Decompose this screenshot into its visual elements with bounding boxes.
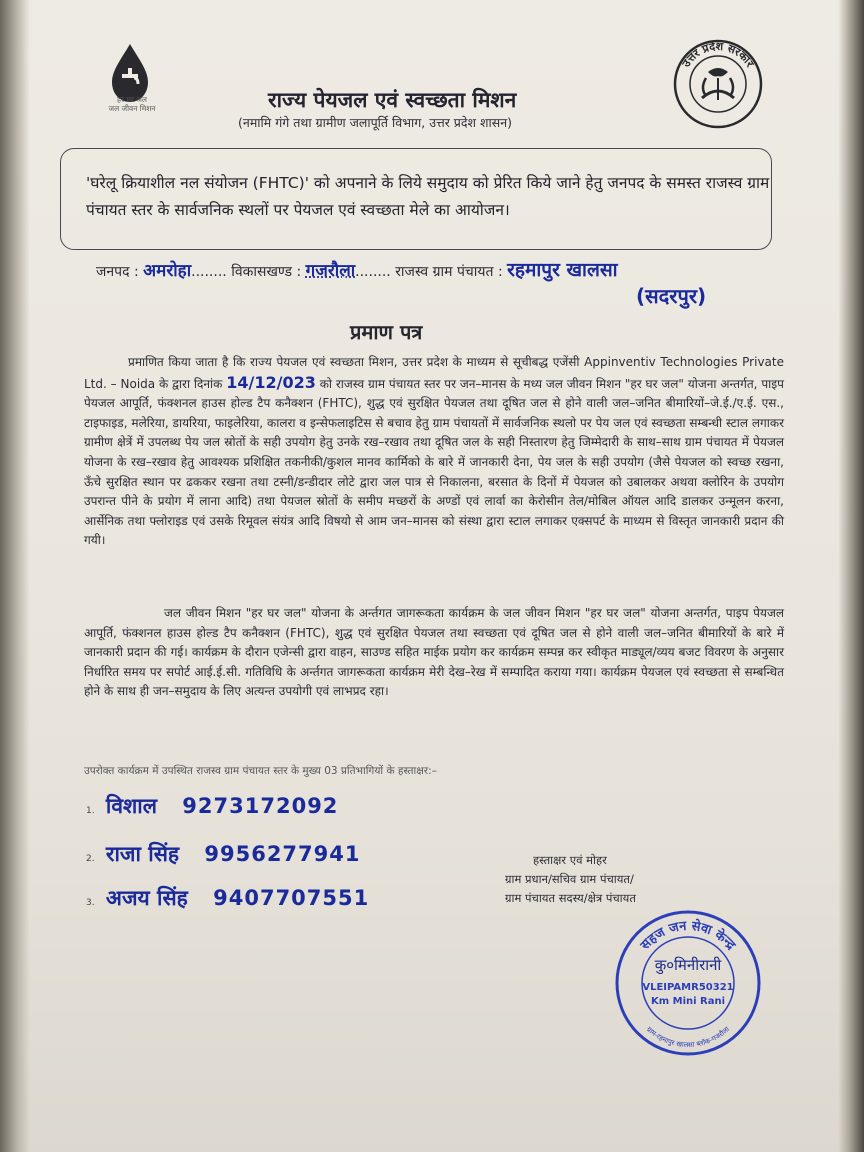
panchayat-value: रहमापुर खालसा [507,259,618,281]
participant-name: विशाल [105,794,157,818]
participant-signature-1: 1. विशाल 9273172092 [86,794,339,818]
notice-text: 'घरेलू क्रियाशील नल संयोजन (FHTC)' को अपनाने के लिये समुदाय को प्रेरित किये जाने हेतु जनपद के समस्त राजस्व ग्राम पंचायत स्तर के सार्वजनिक स्थलों पर पेयजल एवं स्वच्छता मेले का आयोजन। [86,174,770,219]
emblem-text: उत्तर प्रदेश सरकार [679,39,757,70]
certificate-heading: प्रमाण पत्र [350,320,423,344]
official-signature-block: हस्ताक्षर एवं मोहर ग्राम प्रधान/सचिव ग्राम पंचायत/ ग्राम पंचायत सदस्य/क्षेत्र पंचायत [505,853,636,905]
left-logo-caption: हर घर जल जल जीवन मिशन [108,95,156,113]
panchayat-label: राजस्व ग्राम पंचायत : [395,264,503,280]
location-fields: जनपद : अमरोहा........ विकासखण्ड : गजरौला........ राजस्व ग्राम पंचायत : रहमापुर खालसा [96,259,618,281]
district-label: जनपद : [96,264,139,280]
stamp-id: VLEIPAMR50321 [642,982,734,993]
participant-signature-3: 3. अजय सिंह 9407707551 [86,886,370,910]
participant-name: राजा सिंह [105,842,180,866]
stamp-bottom-text: ग्राम-रहमापुर खालसा ब्लॉक-गजरौला [644,1025,732,1050]
participant-phone: 9273172092 [182,794,339,818]
signatures-intro: उपरोक्त कार्यक्रम में उपस्थित राजस्व ग्राम पंचायत स्तर के मुख्य 03 प्रतिभागियों के हस्ताक्षर:– [84,765,437,777]
block-label: विकासखण्ड : [231,264,302,280]
certificate-paragraph-1: प्रमाणित किया जाता है कि राज्य पेयजल एवं स्वच्छता मिशन, उत्तर प्रदेश के माध्यम से सूचीबद्ध एजेंसी Appinventiv Technologies Private Ltd. – Noida के द्वारा दिनांक 14/12/023 को राजस्व ग्राम पंचायत स्तर पर जन–मानस के मध्य जल जीवन मिशन "हर घर जल" योजना अन्तर्गत, पाइप पेयजल आपूर्ति, फंक्शनल हाउस होल्ड टैप कनैक्शन (FHTC), शुद्ध एवं सुरक्षित पेयजल तथा दूषित जल से होने वाली जल–जनित बीमारियों–जे.ई./ए.ई. एस., टाइफाइड, मलेरिया, डायरिया, फाइलेरिया, कालरा व इन्सेफलाइटिस से बचाव हेतु ग्राम पंचायतों में सार्वजनिक स्थलो पर पेय जल एवं स्वच्छता सम्बन्धी स्टाल लगाकर ग्रामीण क्षेत्रें में उपलब्ध पेय जल स्रोतों के सही उपयोग हेतु उनके रख–रखाव तथा दूषित जल के सही निस्तारण हेतु जिम्मेदारी के साथ–साथ ग्राम पंचायत में पेयजल योजना के रख–रखाव हेतु आवश्यक प्रशिक्षित तकनीकी/कुशल मानव कार्मिको के बारे में जानकारी देना, पेय जल के सही उपयोग (जैसे पेयजल को स्वच्छ रखना, ऊँचे सुरक्षित स्थान पर ढककर रखना तथा टस्नी/डन्डीदार लोटे द्वारा जल पात्र से निकालना, बरसात के दिनों में पेयजल को उबालकर अथवा क्लोरिन के उपयोग उपरान्त पीने के प्रयोग में लाना आदि) तथा पेयजल स्रोतों के समीप मच्छरों के अण्डों एवं लार्वा का केरोसीन तेल/मोबिल ऑयल आदि डालकर उन्मूलन करना, आर्सेनिक तथा फ्लोराइड एवं उसके रिमूवल संयंत्र आदि विषयो से आम जन–मानस को संस्था द्वारा स्टाल लगाकर एक्सपर्ट के माध्यम से विस्तृत जानकारी प्रदान की गयी। [84,355,784,548]
official-stamp [613,908,763,1058]
participant-phone: 9407707551 [213,886,370,910]
page-subtitle: (नमामि गंगे तथा ग्रामीण जलापूर्ति विभाग, उत्तर प्रदेश शासन) [238,115,513,130]
event-date: 14/12/023 [226,372,316,392]
stamp-name: Km Mini Rani [650,996,726,1007]
panchayat-value-secondary: (सदरपुर) [636,284,707,308]
district-value: अमरोहा [143,261,192,281]
svg-text:उत्तर प्रदेश सरकार [679,39,757,70]
page-title: राज्य पेयजल एवं स्वच्छता मिशन [268,88,517,112]
up-government-emblem-icon [672,38,764,130]
participant-phone: 9956277941 [204,842,361,866]
stamp-signature: कु०मिनीरानी [654,956,722,974]
block-value: गजरौला [305,261,356,281]
participant-signature-2: 2. राजा सिंह 9956277941 [86,842,361,866]
certificate-paragraph-2: जल जीवन मिशन "हर घर जल" योजना के अर्न्तगत जागरूकता कार्यक्रम के जल जीवन मिशन "हर घर जल" योजना अन्तर्गत, पाइप पेयजल आपूर्ति, फंक्शनल हाउस होल्ड टैप कनैक्शन (FHTC), शुद्ध एवं सुरक्षित पेयजल तथा स्वच्छता एवं दूषित जल से होने वाली जल–जनित बीमारियों के बारे में जानकारी प्रदान की गई। कार्यक्रम के दौरान एजेन्सी द्वारा वाहन, साउण्ड सहित माईक प्रयोग कर कार्यक्रम सम्पन्न कर स्वीकृत माड्यूल/व्यय बजट विवरण के अनुसार निर्धारित समय पर सपोर्ट आई.ई.सी. गतिविधि के अर्न्तगत जागरूकता कार्यक्रम मेरी देख–रेख में सम्पादित कराया गया। कार्यक्रम पेयजल एवं स्वच्छता से सम्बन्धित होने के साथ ही जन–समुदाय के लिए अत्यन्त उपयोगी एवं लाभप्रद रहा। [84,606,784,699]
stamp-ring-text: सहज जन सेवा केन्द्र [637,918,739,954]
participant-name: अजय सिंह [105,886,188,910]
